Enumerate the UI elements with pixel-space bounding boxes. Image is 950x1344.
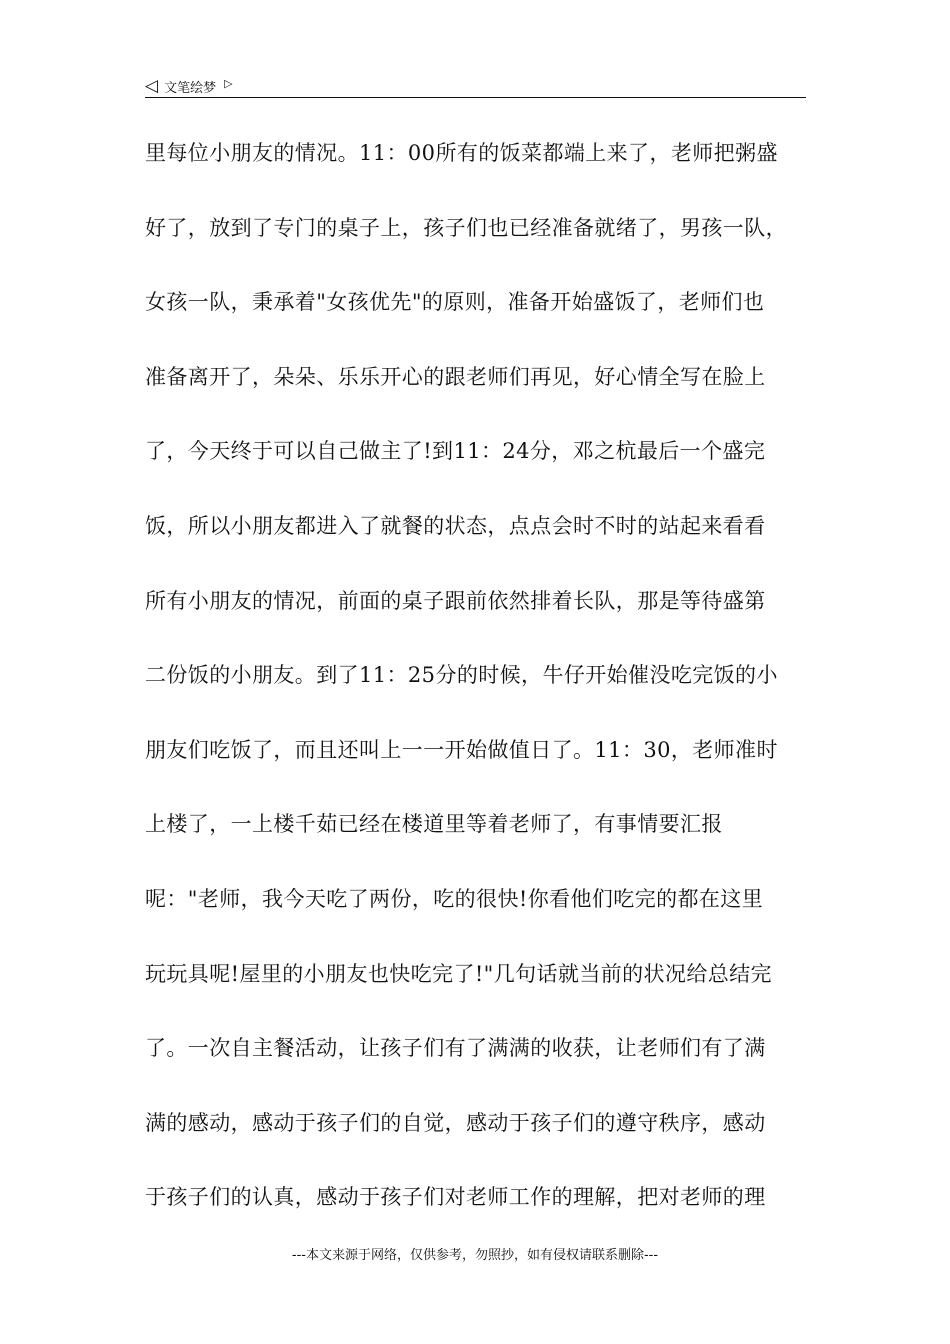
text-line: 所有小朋友的情况，前面的桌子跟前依然排着长队，那是等待盛第 [145,588,766,613]
text-line: 上楼了，一上楼千茹已经在楼道里等着老师了，有事情要汇报 [145,812,723,837]
footer-disclaimer: ---本文来源于网络，仅供参考，勿照抄，如有侵权请联系删除--- [291,1248,659,1263]
document-body [145,130,825,1249]
text-line: 了，今天终于可以自己做主了!到11：24分，邓之杭最后一个盛完 [145,439,766,464]
text-line: 呢："老师，我今天吃了两份，吃的很快!你看他们吃完的都在这里 [145,886,764,911]
text-line: 于孩子们的认真，感动于孩子们对老师工作的理解，把对老师的理 [145,1185,766,1210]
text-line: 朋友们吃饭了，而且还叫上一一开始做值日了。11：30，老师准时 [145,737,778,762]
text-line: 满的感动，感动于孩子们的自觉，感动于孩子们的遵守秩序，感动 [145,1110,766,1135]
text-line: 好了，放到了专门的桌子上，孩子们也已经准备就绪了，男孩一队， [145,215,787,240]
text-line: 里每位小朋友的情况。11：00所有的饭菜都端上来了，老师把粥盛 [145,141,778,165]
page-header [145,74,805,98]
header-title: 文笔绘梦 [164,80,217,96]
text-line: 玩玩具呢!屋里的小朋友也快吃完了!"几句话就当前的状况给总结完 [145,961,772,986]
triangle-right-icon: ▷ [224,76,233,90]
text-line: 了。一次自主餐活动，让孩子们有了满满的收获，让老师们有了满 [145,1036,766,1061]
text-line: 二份饭的小朋友。到了11：25分的时候，牛仔开始催没吃完饭的小 [145,663,778,688]
triangle-left-icon: ◁ [145,75,159,96]
text-line: 准备离开了，朵朵、乐乐开心的跟老师们再见，好心情全写在脸上 [145,364,766,389]
text-line: 女孩一队，秉承着"女孩优先"的原则，准备开始盛饭了，老师们也 [145,290,765,315]
text-line: 饭，所以小朋友都进入了就餐的状态，点点会时不时的站起来看看 [145,513,766,538]
header-divider [145,97,806,98]
